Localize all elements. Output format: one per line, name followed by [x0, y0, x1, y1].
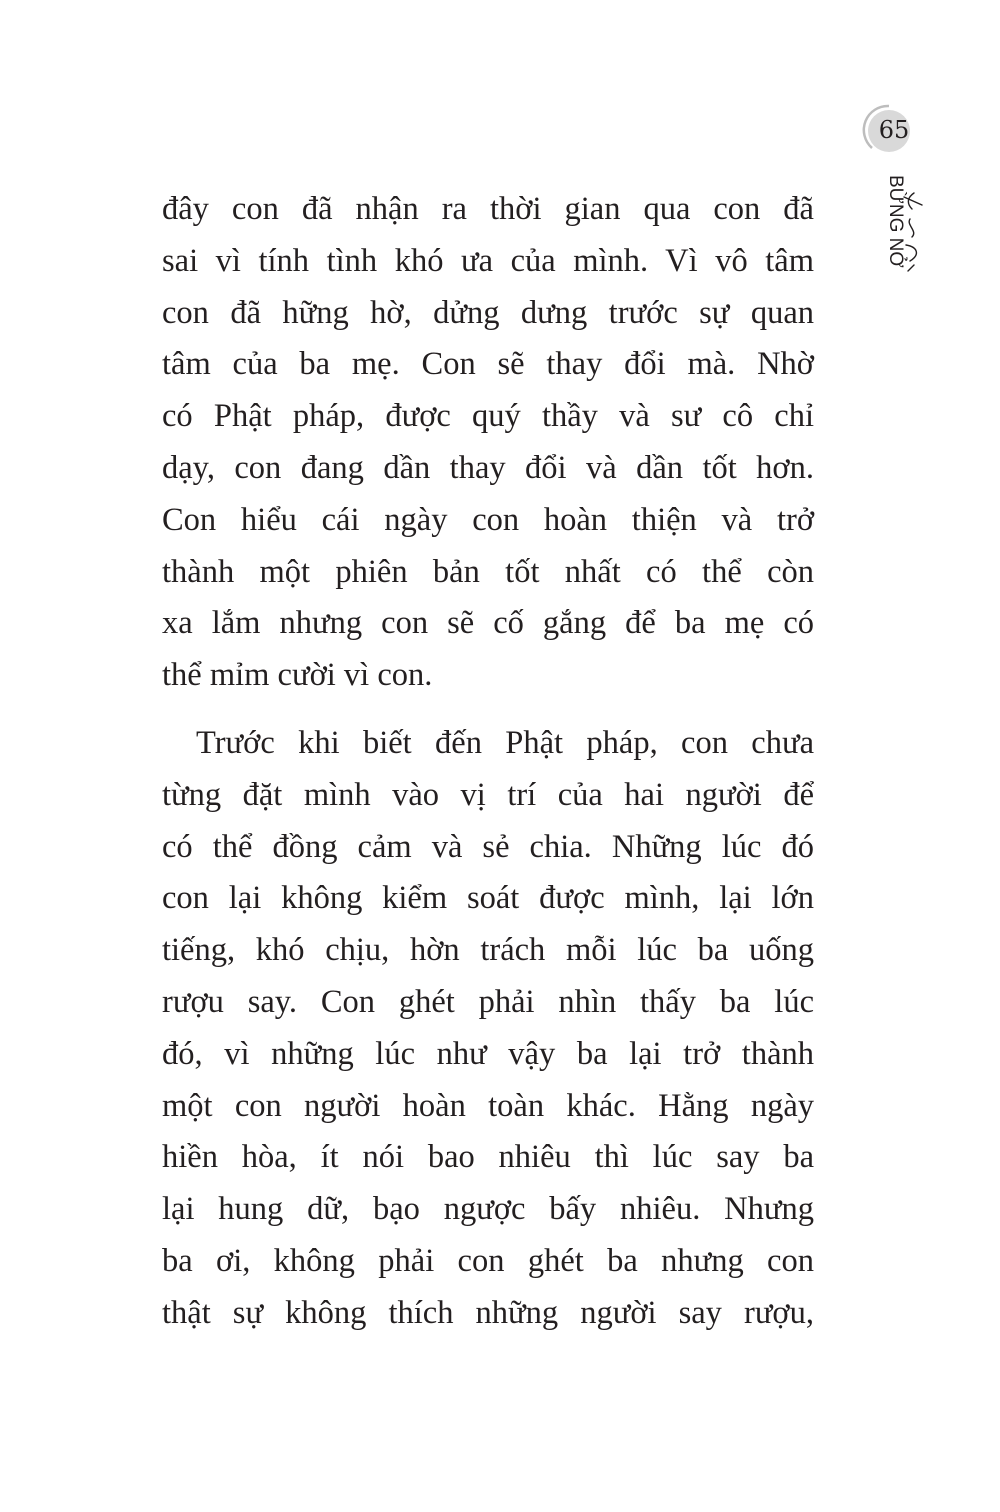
running-title-text: BỪNG NỞ: [885, 175, 906, 268]
text-line: xa lắm nhưng con sẽ cố gắng để ba mẹ có: [162, 605, 814, 642]
text-line: từng đặt mình vào vị trí của hai người để: [162, 776, 814, 813]
page-number-badge: [862, 104, 914, 156]
body-text: [162, 184, 814, 1340]
text-line: tiếng, khó chịu, hờn trách mỗi lúc ba uống: [162, 932, 814, 969]
text-line: dạy, con đang dần thay đổi và dần tốt hơn.: [162, 449, 814, 486]
text-line: thật sự không thích những người say rượu,: [162, 1294, 814, 1331]
text-line: con lại không kiểm soát được mình, lại lớn: [162, 880, 814, 917]
text-line: tâm của ba mẹ. Con sẽ thay đổi mà. Nhờ: [162, 346, 814, 383]
paragraph-1: [162, 184, 814, 702]
text-line: sai vì tính tình khó ưa của mình. Vì vô tâm: [162, 242, 814, 279]
text-line: có Phật pháp, được quý thầy và sư cô chỉ: [162, 398, 814, 435]
running-title: [866, 175, 926, 295]
text-line: Con hiểu cái ngày con hoàn thiện và trở: [162, 501, 814, 538]
text-line: thành một phiên bản tốt nhất có thể còn: [162, 553, 814, 590]
text-line: hiền hòa, ít nói bao nhiêu thì lúc say ba: [162, 1139, 814, 1176]
text-line: Trước khi biết đến Phật pháp, con chưa: [196, 724, 814, 761]
text-line: con đã hững hờ, dửng dưng trước sự quan: [162, 294, 814, 331]
text-line: ba ơi, không phải con ghét ba nhưng con: [162, 1242, 814, 1279]
page-number: 65: [878, 116, 910, 144]
text-line: đây con đã nhận ra thời gian qua con đã: [162, 191, 814, 227]
text-line: có thể đồng cảm và sẻ chia. Những lúc đó: [162, 828, 814, 865]
text-line: rượu say. Con ghét phải nhìn thấy ba lúc: [162, 983, 814, 1020]
text-line: một con người hoàn toàn khác. Hằng ngày: [162, 1087, 814, 1124]
text-line: thể mỉm cười vì con.: [162, 657, 433, 694]
text-line: lại hung dữ, bạo ngược bấy nhiêu. Nhưng: [162, 1191, 814, 1228]
paragraph-2: [162, 718, 814, 1340]
text-line: đó, vì những lúc như vậy ba lại trở thành: [162, 1035, 814, 1072]
